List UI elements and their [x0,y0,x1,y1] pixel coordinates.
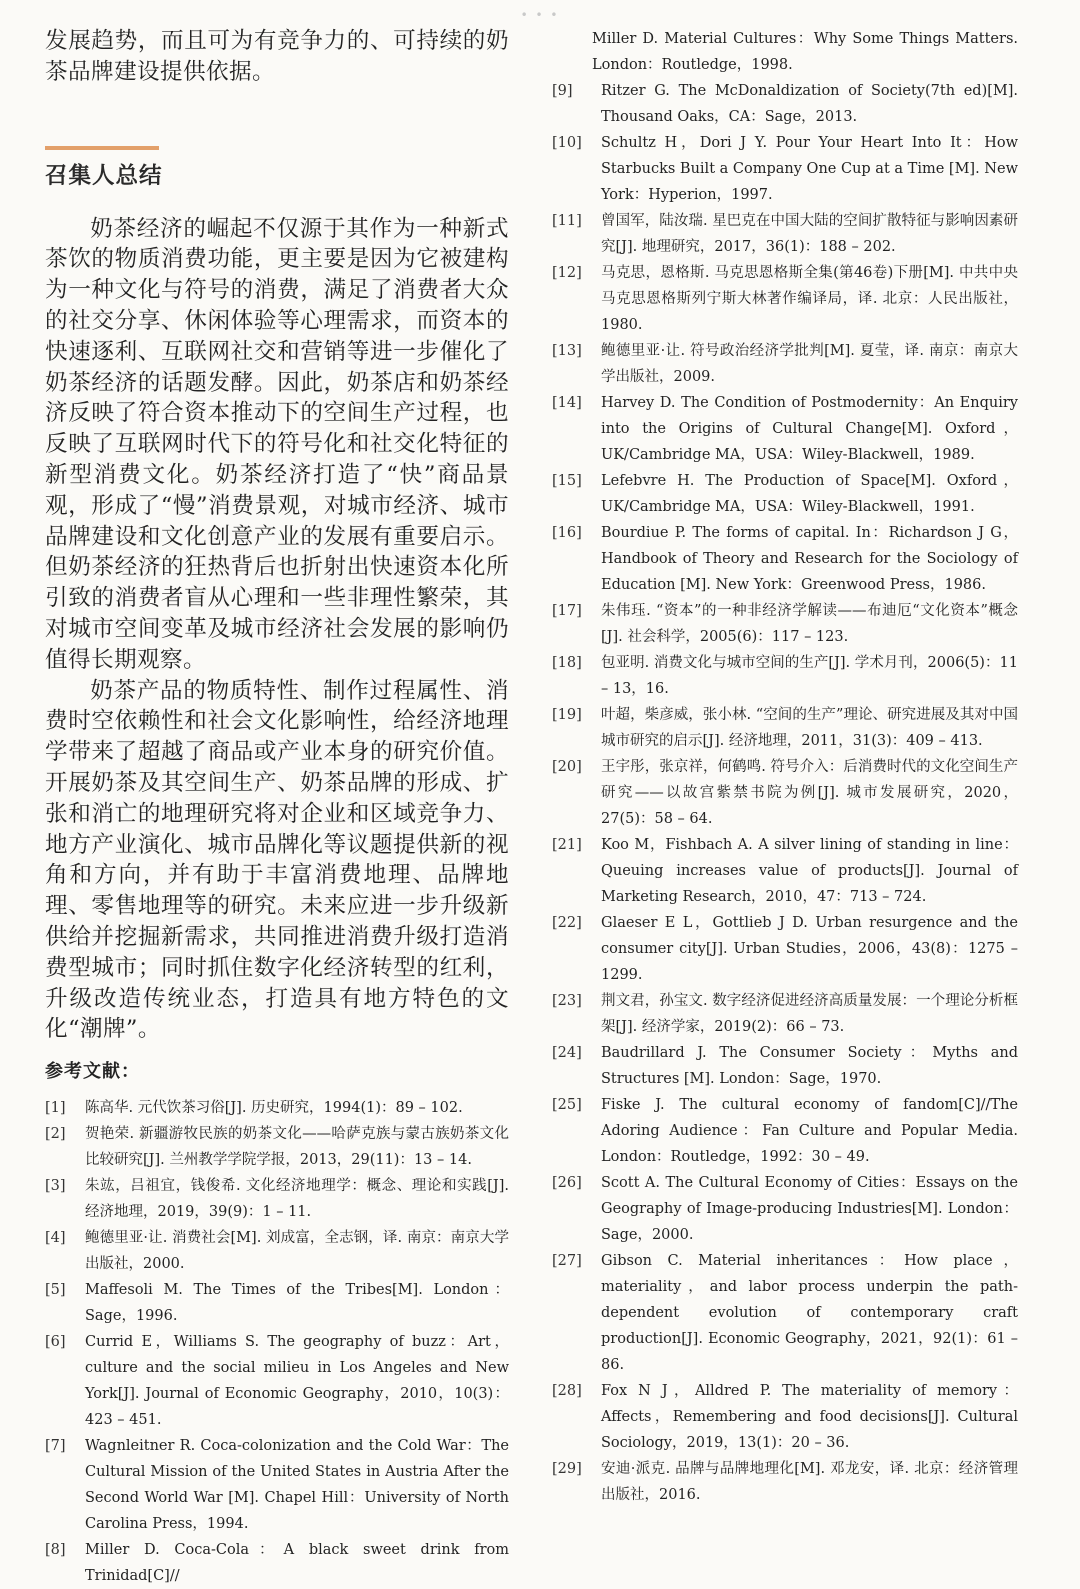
reference-text: Miller D. Coca-Cola：A black sweet drink from Trinidad[C]// [85,1542,509,1585]
reference-number: [8] [45,1542,66,1559]
reference-text: 朱伟珏. “资本”的一种非经济学解读——布迪厄“文化资本”概念[J]. 社会科学，2005(6)：117 – 123. [601,603,1018,645]
reference-number: [7] [45,1438,66,1455]
reference-item [552,260,1018,338]
reference-text: 荆文君，孙宝文. 数字经济促进经济高质量发展：一个理论分析框架[J]. 经济学家，2019(2)：66 – 73. [601,993,1018,1035]
reference-item [552,338,1018,390]
reference-item [552,1170,1018,1248]
reference-item [552,130,1018,208]
reference-number: [17] [552,603,582,619]
reference-item [552,208,1018,260]
reference-number: [27] [552,1253,582,1269]
reference-number: [5] [45,1282,66,1299]
reference-number: [9] [552,83,573,99]
reference-item [552,468,1018,520]
right-column [552,26,1018,1508]
reference-item [552,650,1018,702]
reference-text: Baudrillard J. The Consumer Society：Myths and Structures [M]. London：Sage，1970. [601,1045,1018,1087]
reference-item [552,598,1018,650]
reference-text: Gibson C. Material inheritances：How place，materiality，and labor process underpin the path-dependent evolution of contemporary craft production[J]. Economic Geography，2021，92(1)：61 – 86. [601,1253,1018,1373]
reference-number: [19] [552,707,582,723]
reference-item [45,1433,509,1537]
references-list-right [552,78,1018,1508]
reference-text: 鲍德里亚·让. 符号政治经济学批判[M]. 夏莹，译. 南京：南京大学出版社，2009. [601,343,1018,385]
reference-number: [4] [45,1230,66,1247]
reference-number: [26] [552,1175,582,1191]
reference-item [552,78,1018,130]
reference-text: Schultz H，Dori J Y. Pour Your Heart Into It：How Starbucks Built a Company One Cup at a Time [M]. New York：Hyperion，1997. [601,135,1018,203]
reference-number: [29] [552,1461,582,1477]
reference-item [45,1121,509,1173]
reference-text: 叶超，柴彦威，张小林. “空间的生产”理论、研究进展及其对中国城市研究的启示[J]. 经济地理，2011，31(3)：409 – 413. [601,707,1018,749]
reference-text: Wagnleitner R. Coca-colonization and the Cold War：The Cultural Mission of the United States in Austria After the Second World War [M]. Chapel Hill：University of North Carolina Press，1994. [85,1438,509,1533]
reference-number: [2] [45,1126,66,1143]
reference-number: [21] [552,837,582,853]
reference-item [45,1329,509,1433]
references-list-left [45,1095,509,1589]
summary-section [45,146,509,1046]
reference-text: Lefebvre H. The Production of Space[M]. Oxford，UK/Cambridge MA，USA：Wiley-Blackwell，1991. [601,473,1018,515]
reference-text: 曾国军，陆汝瑞. 星巴克在中国大陆的空间扩散特征与影响因素研究[J]. 地理研究，2017，36(1)：188 – 202. [601,213,1018,255]
reference-number: [15] [552,473,582,489]
reference-item [552,702,1018,754]
reference-item [552,754,1018,832]
references-heading: 参考文献： [45,1061,140,1083]
reference-number: [3] [45,1178,66,1195]
reference-number: [12] [552,265,582,281]
reference-text: Fox N J，Alldred P. The materiality of memory：Affects，Remembering and food decisions[J]. Cultural Sociology，2019，13(1)：20 – 36. [601,1383,1018,1451]
reference-item [552,1040,1018,1092]
reference-item [45,1537,509,1589]
reference-number: [10] [552,135,582,151]
reference-number: [6] [45,1334,66,1351]
reference-text: 鲍德里亚·让. 消费社会[M]. 刘成富，全志钢，译. 南京：南京大学出版社，2000. [85,1230,509,1273]
reference-item [552,1456,1018,1508]
reference-number: [24] [552,1045,582,1061]
reference-item [552,832,1018,910]
reference-number: [13] [552,343,582,359]
reference-item [552,988,1018,1040]
reference-item [45,1277,509,1329]
reference-text: Harvey D. The Condition of Postmodernity：An Enquiry into the Origins of Cultural Change[M]. Oxford，UK/Cambridge MA，USA：Wiley-Blackwell，1989. [601,395,1018,463]
reference-text: 安迪·派克. 品牌与品牌地理化[M]. 邓龙安，译. 北京：经济管理出版社，2016. [601,1461,1018,1503]
reference-text: Maffesoli M. The Times of the Tribes[M]. London：Sage，1996. [85,1282,509,1325]
left-column [45,26,509,1589]
reference-item [552,910,1018,988]
reference-text: 朱竑，吕祖宜，钱俊希. 文化经济地理学：概念、理论和实践[J]. 经济地理，2019，39(9)：1 – 11. [85,1178,509,1221]
reference-text: Currid E，Williams S. The geography of buzz：Art，culture and the social milieu in Los Angeles and New York[J]. Journal of Economic Geography，2010，10(3)：423 – 451. [85,1334,509,1429]
reference-item [45,1095,509,1121]
intro-text: 发展趋势，而且可为有竞争力的、可持续的奶茶品牌建设提供依据。 [45,28,509,85]
reference-item [45,1225,509,1277]
reference-number: [25] [552,1097,582,1113]
reference-item [552,1378,1018,1456]
reference-number: [20] [552,759,582,775]
reference-number: [22] [552,915,582,931]
reference-text: Glaeser E L，Gottlieb J D. Urban resurgence and the consumer city[J]. Urban Studies，2006，43(8)：1275 – 1299. [601,915,1018,983]
reference-number: [11] [552,213,582,229]
reference-text: 包亚明. 消费文化与城市空间的生产[J]. 学术月刊，2006(5)：11 – 13，16. [601,655,1018,697]
reference-text: Ritzer G. The McDonaldization of Society(7th ed)[M]. Thousand Oaks，CA：Sage，2013. [601,83,1018,125]
reference-number: [23] [552,993,582,1009]
reference-item [552,390,1018,468]
reference-number: [14] [552,395,582,411]
reference-number: [18] [552,655,582,671]
reference-text: 贺艳荣. 新疆游牧民族的奶茶文化——哈萨克族与蒙古族奶茶文化比较研究[J]. 兰州教学学院学报，2013，29(11)：13 – 14. [85,1126,509,1169]
section-title: 召集人总结 [45,162,163,189]
reference-text: 陈高华. 元代饮茶习俗[J]. 历史研究，1994(1)：89 – 102. [85,1100,463,1117]
reference-item [552,1248,1018,1378]
reference-number: [28] [552,1383,582,1399]
window-drag-handle[interactable]: • • • [520,8,560,22]
reference-text: 马克思，恩格斯. 马克思恩格斯全集(第46卷)下册[M]. 中共中央马克思恩格斯列宁斯大林著作编译局，译. 北京：人民出版社，1980. [601,265,1018,333]
reference-text: Bourdiue P. The forms of capital. In：Richardson J G，Handbook of Theory and Research for the Sociology of Education [M]. New York：Greenwood Press，1986. [601,525,1018,593]
summary-paragraph-1: 奶茶经济的崛起不仅源于其作为一种新式茶饮的物质消费功能，更主要是因为它被建构为一种文化与符号的消费，满足了消费者大众的社交分享、休闲体验等心理需求，而资本的快速逐利、互联网社交和营销等进一步催化了奶茶经济的话题发酵。因此，奶茶店和奶茶经济反映了符合资本推动下的空间生产过程，也反映了互联网时代下的符号化和社交化特征的新型消费文化。奶茶经济打造了“快”商品景观，形成了“慢”消费景观，对城市经济、城市品牌建设和文化创意产业的发展有重要启示。但奶茶经济的狂热背后也折射出快速资本化所引致的消费者盲从心理和一些非理性繁荣，其对城市空间变革及城市经济社会发展的影响仍值得长期观察。 [45,215,509,673]
reference-text: 王宇彤，张京祥，何鹤鸣. 符号介入：后消费时代的文化空间生产研究——以故宫紫禁书院为例[J]. 城市发展研究，2020，27(5)：58 – 64. [601,759,1018,827]
reference-text: Scott A. The Cultural Economy of Cities：Essays on the Geography of Image-producing Industries[M]. London：Sage，2000. [601,1175,1018,1243]
reference-item [45,1173,509,1225]
summary-paragraph-2: 奶茶产品的物质特性、制作过程属性、消费时空依赖性和社会文化影响性，给经济地理学带来了超越了商品或产业本身的研究价值。开展奶茶及其空间生产、奶茶品牌的形成、扩张和消亡的地理研究将对企业和区域竞争力、地方产业演化、城市品牌化等议题提供新的视角和方向，并有助于丰富消费地理、品牌地理、零售地理等的研究。未来应进一步升级新供给并挖掘新需求，共同推进消费升级打造消费型城市；同时抓住数字化经济转型的红利，升级改造传统业态，打造具有地方特色的文化“潮牌”。 [45,677,509,1043]
reference-text: Fiske J. The cultural economy of fandom[C]//The Adoring Audience：Fan Culture and Popular Media. London：Routledge，1992：30 – 49. [601,1097,1018,1165]
reference-item [552,1092,1018,1170]
reference-number: [1] [45,1100,66,1117]
reference-text: Koo M，Fishbach A. A silver lining of standing in line：Queuing increases value of products[J]. Journal of Marketing Research，2010，47：713 – 724. [601,837,1018,905]
reference-number: [16] [552,525,582,541]
reference-continuation: Miller D. Material Cultures：Why Some Things Matters. London：Routledge，1998. [592,31,1018,73]
reference-item [552,520,1018,598]
section-accent-bar [45,146,159,150]
